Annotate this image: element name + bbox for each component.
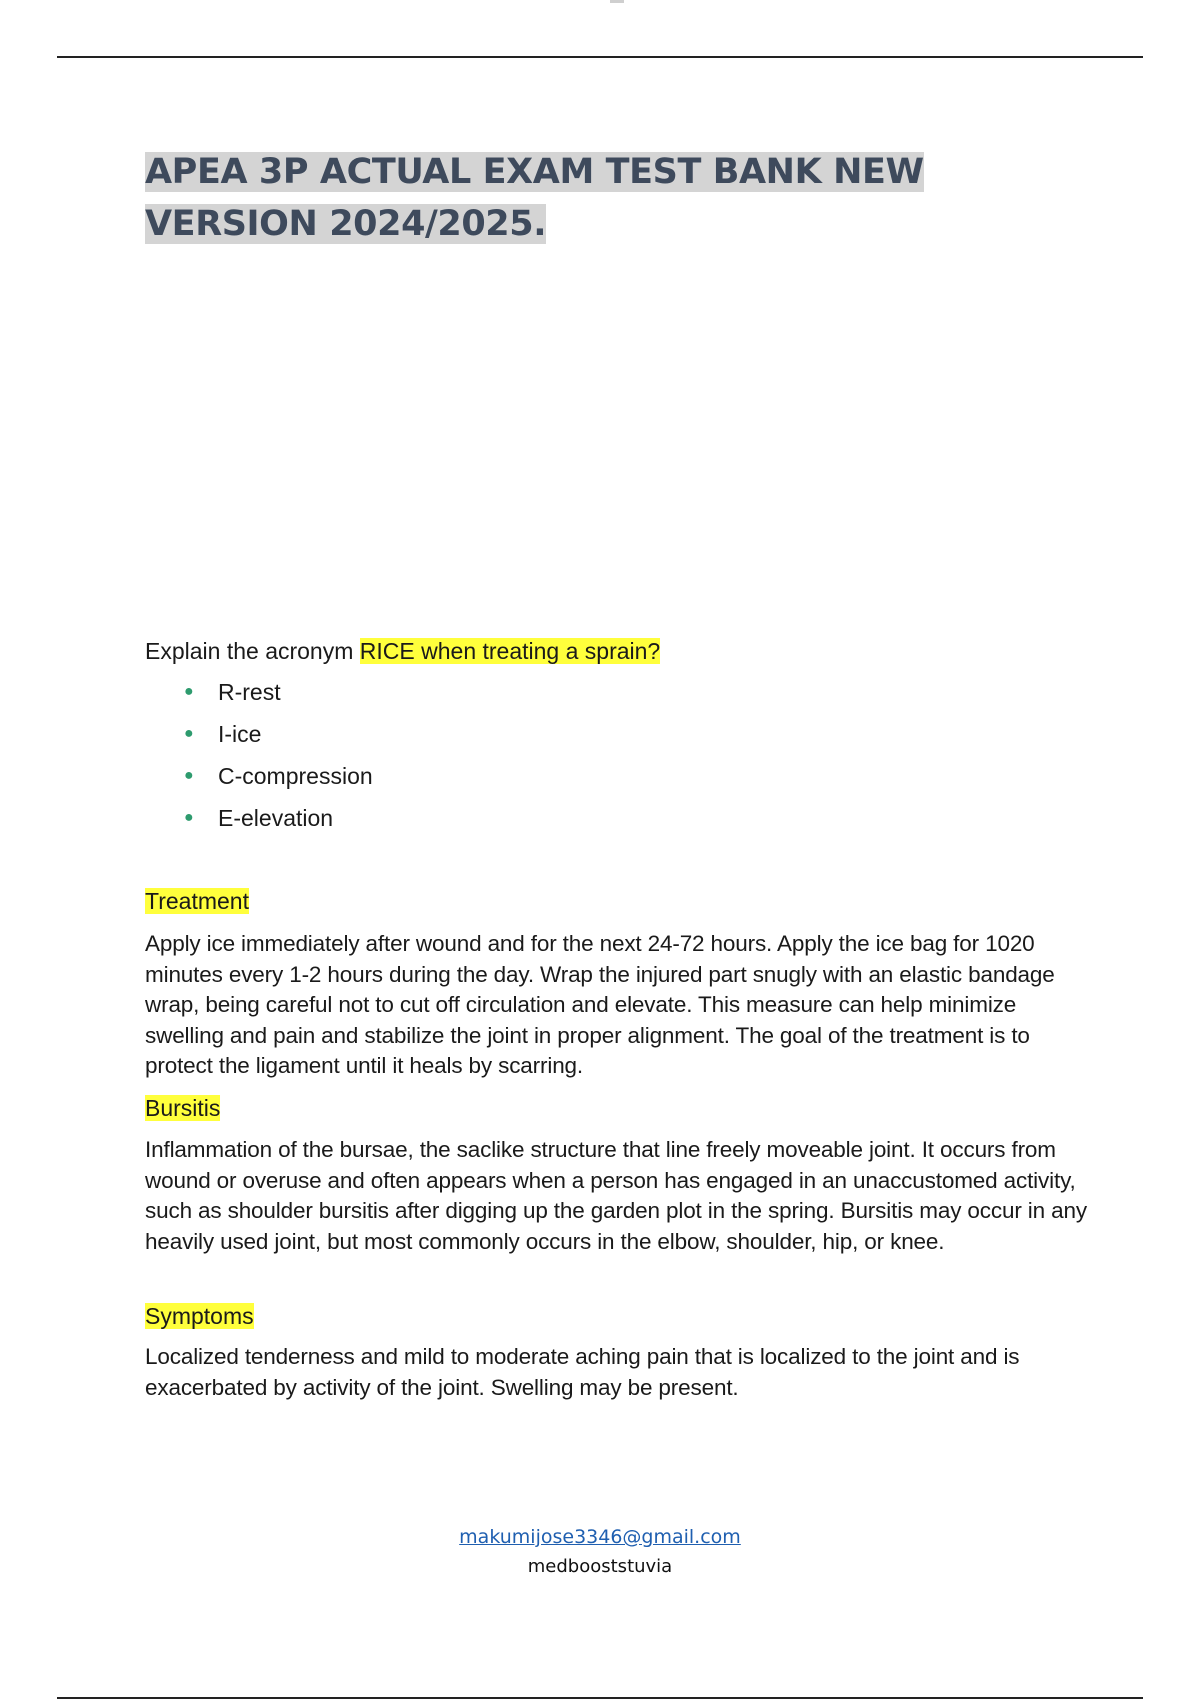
top-page-mark	[610, 0, 624, 3]
bursitis-paragraph: Inflammation of the bursae, the saclike structure that line freely moveable joint. It occurs from wound or overuse and often appears when a person has engaged in an unaccustomed activity, such as shoulder bursitis after digging up the garden plot in the spring. Bursitis may occur in any heavily used joint, but most commonly occurs in the elbow, shoulder, hip, or knee.	[145, 1137, 1087, 1254]
treatment-paragraph: Apply ice immediately after wound and for the next 24-72 hours. Apply the ice bag for 1020 minutes every 1-2 hours during the day. Wrap the injured part snugly with an elastic bandage wrap, being careful not to cut off circulation and elevate. This measure can help minimize swelling and pain and stabilize the joint in proper alignment. The goal of the treatment is to protect the ligament until it heals by scarring.	[145, 931, 1055, 1078]
bullet-icon: ●	[184, 683, 194, 700]
symptoms-heading-text: Symptoms	[145, 1303, 254, 1329]
rice-item-label: I-ice	[218, 721, 262, 747]
bullet-icon: ●	[184, 725, 194, 742]
symptoms-heading	[145, 1302, 254, 1330]
list-item	[145, 760, 373, 802]
bursitis-heading	[145, 1094, 220, 1122]
rice-list	[145, 676, 373, 844]
bursitis-heading-text: Bursitis	[145, 1095, 221, 1121]
question-prefix: Explain the acronym	[145, 638, 360, 664]
symptoms-paragraph: Localized tenderness and mild to moderate aching pain that is localized to the joint and is exacerbated by activity of the joint. Swelling may be present.	[145, 1344, 1020, 1400]
bullet-icon: ●	[184, 767, 194, 784]
list-item	[145, 718, 373, 760]
bullet-icon: ●	[184, 809, 194, 826]
document-title	[145, 146, 1045, 250]
footer-brand: medbooststuvia	[527, 1556, 673, 1577]
treatment-heading	[145, 887, 249, 915]
treatment-heading-text: Treatment	[145, 888, 249, 914]
footer-rule	[57, 1697, 1143, 1699]
list-item	[145, 676, 373, 718]
rice-item-label: E-elevation	[218, 805, 334, 831]
document-title-text: APEA 3P ACTUAL EXAM TEST BANK NEW VERSION 2024/2025.	[145, 152, 924, 244]
rice-item-label: C-compression	[218, 763, 373, 789]
footer-email-link[interactable]: makumijose3346@gmail.com	[459, 1526, 741, 1548]
list-item	[145, 802, 373, 844]
header-rule	[57, 56, 1143, 58]
question-line	[145, 636, 660, 666]
question-highlight: RICE when treating a sprain?	[359, 638, 661, 664]
rice-item-label: R-rest	[218, 679, 281, 705]
